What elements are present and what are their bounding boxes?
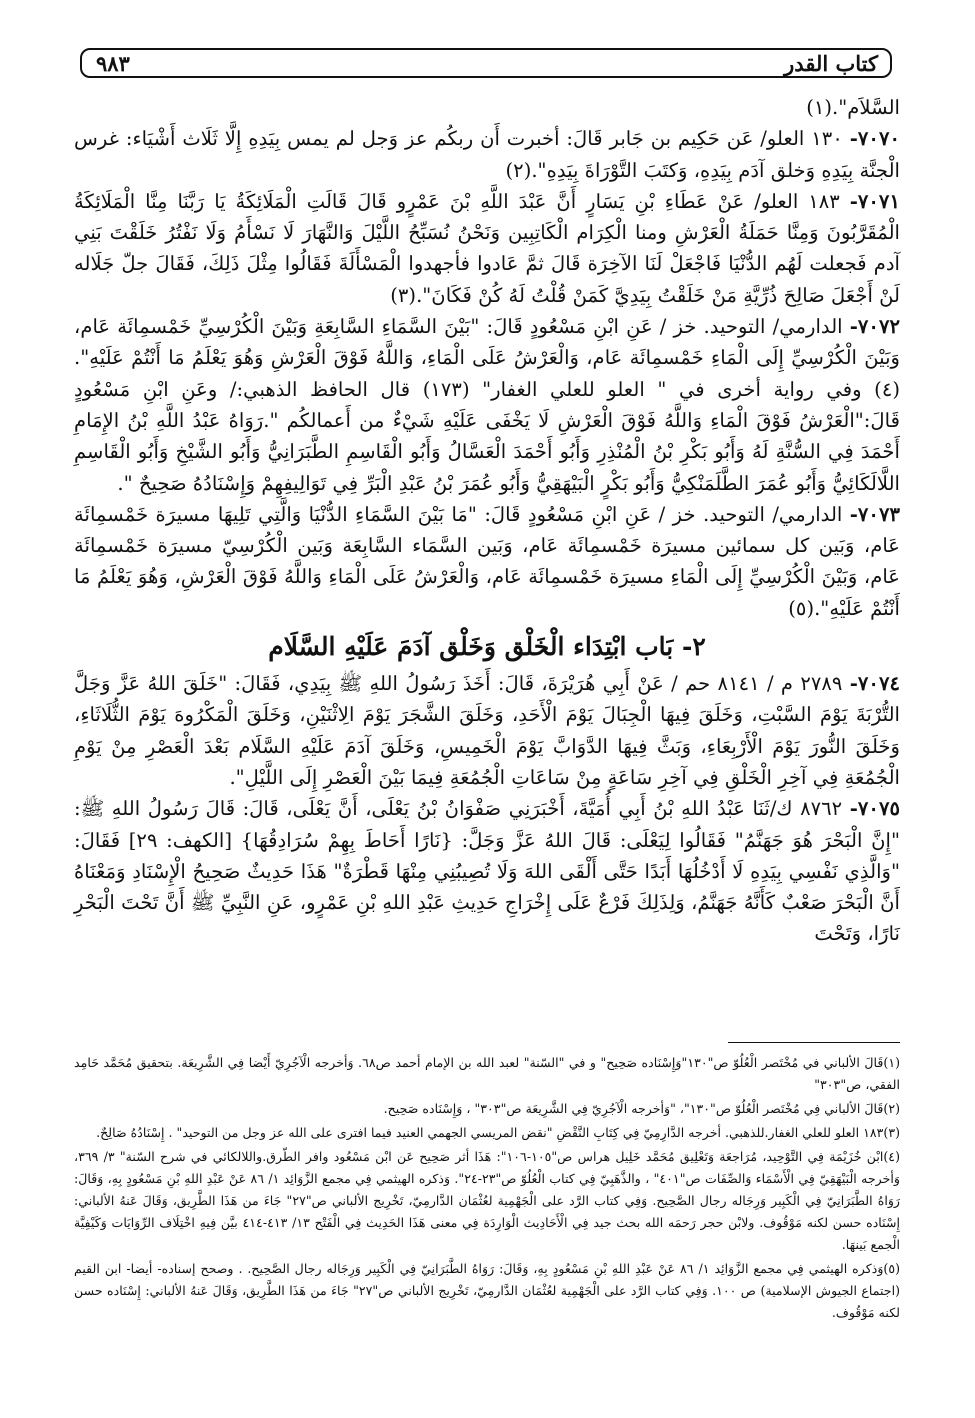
- chapter-title: ٢- بَاب ابْتِدَاء الْخَلْق وَخَلْق آدَمَ عَلَيْهِ السَّلَام: [268, 632, 706, 662]
- book-title: كتاب القدر: [784, 51, 878, 76]
- footnote: (٣)١٨٣ العلو للعلي الغفار.للذهبي. أخرجه الدَّارِمِيّ فِي كِتَابِ النَّقْضِ "نقض المريسي الجهمي العنيد فيما افترى على الله عز وجل من التوحيد" . إِسْنَادُهُ صَالِحٌ.: [96, 1125, 900, 1140]
- main-text: [74, 92, 900, 950]
- page-number: ٩٨٣: [96, 51, 130, 76]
- page-header: [80, 48, 892, 78]
- footnote-divider: [728, 1042, 900, 1043]
- hadith-paragraph: ٧٠٧٤- ٢٧٨٩ م / ٨١٤١ حم / عَنْ أَبِي هُرَيْرَةَ، قَالَ: أَخَذَ رَسُولُ اللهِ ﷺ بِيَدِي، فَقَالَ: "خَلَقَ اللهُ عَزَّ وَجَلَّ التُّرْبَةَ يَوْمَ السَّبْتِ، وَخَلَقَ فِيهَا الْجِبَالَ يَوْمَ الْأَحَدِ، وَخَلَقَ الشَّجَرَ يَوْمَ الِاثْنَيْنِ، وَخَلَقَ الْمَكْرُوهَ يَوْمَ الثُّلَاثَاءِ، وَخَلَقَ النُّورَ يَوْمَ الْأَرْبِعَاءِ، وَبَثَّ فِيهَا الدَّوَابَّ يَوْمَ الْخَمِيسِ، وَخَلَقَ آدَمَ عَلَيْهِ السَّلَام بَعْدَ الْعَصْرِ مِنْ يَوْمِ الْجُمُعَةِ فِي آخِرِ الْخَلْقِ فِي آخِرِ سَاعَةٍ مِنْ سَاعَاتِ الْجُمُعَةِ فِيمَا بَيْنَ الْعَصْرِ إِلَى اللَّيْلِ".: [74, 672, 900, 789]
- hadith-paragraph: ٧٠٧٣- الدارمي/ التوحيد. خز / عَنِ ابْنِ مَسْعُودٍ قَالَ: "مَا بَيْنَ السَّمَاءِ الدُّنْيَا وَالَّتِي تَلِيهَا مسيرَة خَمْسمِائَة عَام، وَبَين كل سمائين مسيرَة خَمْسمِائَة عَام، وَبَين السَّمَاء السَّابِعَة وَبَين الْكُرْسِيّ مسيرَة خَمْسمِائَة عَام، وَبَيْنَ الْكُرْسِيِّ إِلَى الْمَاءِ مسيرَة خَمْسمِائَة عَام، وَالْعَرْشُ عَلَى الْمَاءِ وَاللَّهُ فَوْقَ الْعَرْشِ، وَهُوَ يَعْلَمُ مَا أَنْتُمْ عَلَيْهِ".(٥): [74, 502, 900, 620]
- footnote: (١)قَالَ الألباني في مُخْتَصر الْعُلُوّ ص"١٣٠"وَإِسْنَاده صَحِيح" و في "السّنة" لعبد الله بن الإمام أحمد ص٦٨. وَأخرجه الْآجُرِيّ أَيْضا فِي الشَّرِيعَة. بتحقيق مُحَمَّد حَامِد الفقي، ص"٣٠٣": [74, 1055, 901, 1092]
- footnote: (٤)ابْن خُزَيْمَة فِي التَّوْحِيد، مُرَاجعَة وَتَعْلِيق مُحَمَّد خَلِيل هراس ص"١٠٥-١٠٦": هَذَا أثر صَحِيح عَن ابْن مَسْعُود وافر الطّرق.واللالكائي في شرح السّنة" ٣/ ٣٦٩، وَأخرجه الْبَيْهَقِيّ فِي الْأَسْمَاء وَالصِّفَات ص"٤٠١" ، والذَّهَبِيّ فِي كتاب الْعُلُوّ ص"٢٣-٢٤". وَذكره الهيثمي فِي مجمع الزَّوَائِد ١/ ٨٦ عَنْ عَبْدِ اللهِ بْنِ مَسْعُودٍ بِهِ، وَقَالَ: رَوَاهُ الطَّبَرَانِيّ فِي الْكَبِير وَرِجَاله رجال الصَّحِيح. وَفِي كتاب الرَّد على الْجَهْمِية لعُثْمَان الدَّارمِيّ، تَخْرِيج الألباني ص"٢٧" جَاءَ من هَذَا الطَّرِيق، وَقَالَ عَنهُ الألباني: إِسْنَاده حسن لكنه مَوْقُوف. ولابْن حجر رَحمَه الله بحث جيد فِي الْأَحَادِيث الْوَارِدَة فِي معنى هَذَا الحَدِيث فِي الْفَتْح ١٣/ ٤١٣-٤١٤ بيَّن فِيهِ اخْتِلَاف الرِّوَايَات وَكَيْفِيَّة الْجمع بَينهَا.: [74, 1149, 900, 1252]
- hadith-paragraph: ٧٠٧٥- ٨٧٦٢ ك/ثَنَا عَبْدُ اللهِ بْنُ أَبِي أُمَيَّةَ، أَخْبَرَنِي صَفْوَانُ بْنُ يَعْلَى، أَنَّ يَعْلَى، قَالَ: قَالَ رَسُولُ اللهِ ﷺ: "إِنَّ الْبَحْرَ هُوَ جَهَنَّمُ" فَقَالُوا لِيَعْلَى: قَالَ اللهُ عَزَّ وَجَلَّ: {نَارًا أَحَاطَ بِهِمْ سُرَادِقُهَا} [الكهف: ٢٩] فَقَالَ: "وَالَّذِي نَفْسِي بِيَدِهِ لَا أَدْخُلُهَا أَبَدًا حَتَّى أَلْقَى اللهَ وَلَا تُصِيبُنِي مِنْهَا قَطْرَةٌ" هَذَا حَدِيثٌ صَحِيحُ الْإِسْنَادِ وَمَعْنَاهُ أَنَّ الْبَحْرَ صَعْبٌ كَأَنَّهُ جَهَنَّمُ، وَلِذَلِكَ فَرْعٌ عَلَى إِخْرَاجِ حَدِيثِ عَبْدِ اللهِ بْنِ عَمْرٍو، عَنِ النَّبِيِّ ﷺ أَنَّ تَحْتَ الْبَحْرِ نَارًا، وَتَحْتَ: [74, 797, 900, 946]
- footnote: (٥)وَذكره الهيثمي فِي مجمع الزَّوَائِد ١/ ٨٦ عَنْ عَبْدِ اللهِ بْنِ مَسْعُودٍ بِهِ، وَقَالَ: رَوَاهُ الطَّبَرَانِيّ فِي الْكَبِير وَرِجَاله رجال الصَّحِيح. . وصحح إسناده- أيضا- ابن القيم (اجتماع الجيوش الإسلامية) ص ١٠٠. وَفِي كتاب الرَّد على الْجَهْمِية لعُثْمَان الدَّارمِيّ، تَخْرِيج الألباني ص"٢٧" جَاءَ من هَذَا الطَّرِيق، وَقَالَ عَنهُ الألباني: إِسْنَاده حسن لكنه مَوْقُوف.: [74, 1261, 901, 1320]
- footnotes: [74, 1052, 900, 1326]
- footnote: (٢)قَالَ الألباني فِي مُخْتَصر الْعُلُوّ ص"١٣٠"، "وَأخرجه الْآجُرِيّ فِي الشَّرِيعَة ص"٣٠٣" ، وَإِسْنَاده صَحِيح.: [383, 1101, 900, 1116]
- hadith-paragraph: ٧٠٧١- ١٨٣ العلو/ عَنْ عَطَاءِ بْنِ يَسَارٍ أَنَّ عَبْدَ اللَّهِ بْنَ عَمْرٍو قَالَ قَالَتِ الْمَلَائِكَةُ يَا رَبَّنَا مِنَّا الْمَلَائِكَةُ الْمُقَرَّبُونَ وَمِنَّا حَمَلَةُ الْعَرْشِ ومنا الْكِرَام الْكَاتِبِين وَنَحْنُ نُسَبِّحُ اللَّيْلَ وَالنَّهَارَ لَا نَسْأَمُ وَلَا نَفْتُرُ خَلَقْتَ بَنِي آدم فَجعلت لَهُم الدُّنْيَا فَاجْعَلْ لَنَا الآخِرَة قَالَ ثمَّ عَادوا فأجهدوا الْمَسْأَلَةَ فَقَالُوا مِثْلَ ذَلِكَ، فَقَالَ جلّ جَلَاله لَنْ أَجْعَلَ صَالِحَ ذُرِّيَّةِ مَنْ خَلَقْتُ بِيَدِيَّ كَمَنْ قُلْتُ لَهُ كُنْ فَكَانَ".(٣): [74, 189, 900, 307]
- hadith-paragraph: السَّلاَم".(١): [806, 96, 900, 119]
- hadith-paragraph: ٧٠٧٢- الدارمي/ التوحيد. خز / عَنِ ابْنِ مَسْعُودٍ قَالَ: "بَيْنَ السَّمَاءِ السَّابِعَةِ وَبَيْنَ الْكُرْسِيِّ خَمْسمِائَة عَام، وَبَيْنَ الْكُرْسِيِّ إِلَى الْمَاءِ خَمْسمِائَة عَام، وَالْعَرْشُ عَلَى الْمَاءِ، وَاللَّهُ فَوْقَ الْعَرْشِ وَهُوَ يَعْلَمُ مَا أَنْتُمْ عَلَيْهِ".(٤) وفي رواية أخرى في " العلو للعلي الغفار" (١٧٣) قال الحافظ الذهبي:/ وعَنِ ابْنِ مَسْعُودٍ قَالَ:"الْعَرْشُ فَوْقَ الْمَاءِ وَاللَّهُ فَوْقَ الْعَرْشِ لَا يَخْفَى عَلَيْهِ شَيْءٌ من أَعمالكُم ".رَوَاهُ عَبْدُ اللَّهِ بْنُ الإِمَامِ أَحْمَدَ فِي السُّنَّةِ لَهُ وَأَبُو بَكْرِ بْنُ الْمُنْذِرِ وَأَبُو أَحْمَدَ الْعَسَّالُ وَأَبُو الْقَاسِمِ الطَّبَرَانِيُّ وَأَبُو الشَّيْخِ وَأَبُو الْقَاسِمِ اللَّالَكَائِيُّ وَأَبُو عُمَرَ الطَّلَمَنْكِيُّ وَأَبُو بَكْرٍ الْبَيْهَقِيُّ وَأَبُو عُمَرَ بْنُ عَبْدِ الْبَرِّ فِي تَوَالِيفِهِمْ وَإِسْنَادُهُ صَحِيحٌ ".: [74, 315, 900, 495]
- hadith-paragraph: ٧٠٧٠- ١٣٠ العلو/ عَن حَكِيم بن جَابر قَالَ: أخبرت أَن ربكُم عز وَجل لم يمس بِيَدِهِ إِلَّا ثَلَاث أَشْيَاء: غرس الْجنَّة بِيَدِهِ وَخلق آدَم بِيَدِهِ، وَكتَبَ التَّوْرَاةَ بِيَدِهِ".(٢): [74, 127, 901, 182]
